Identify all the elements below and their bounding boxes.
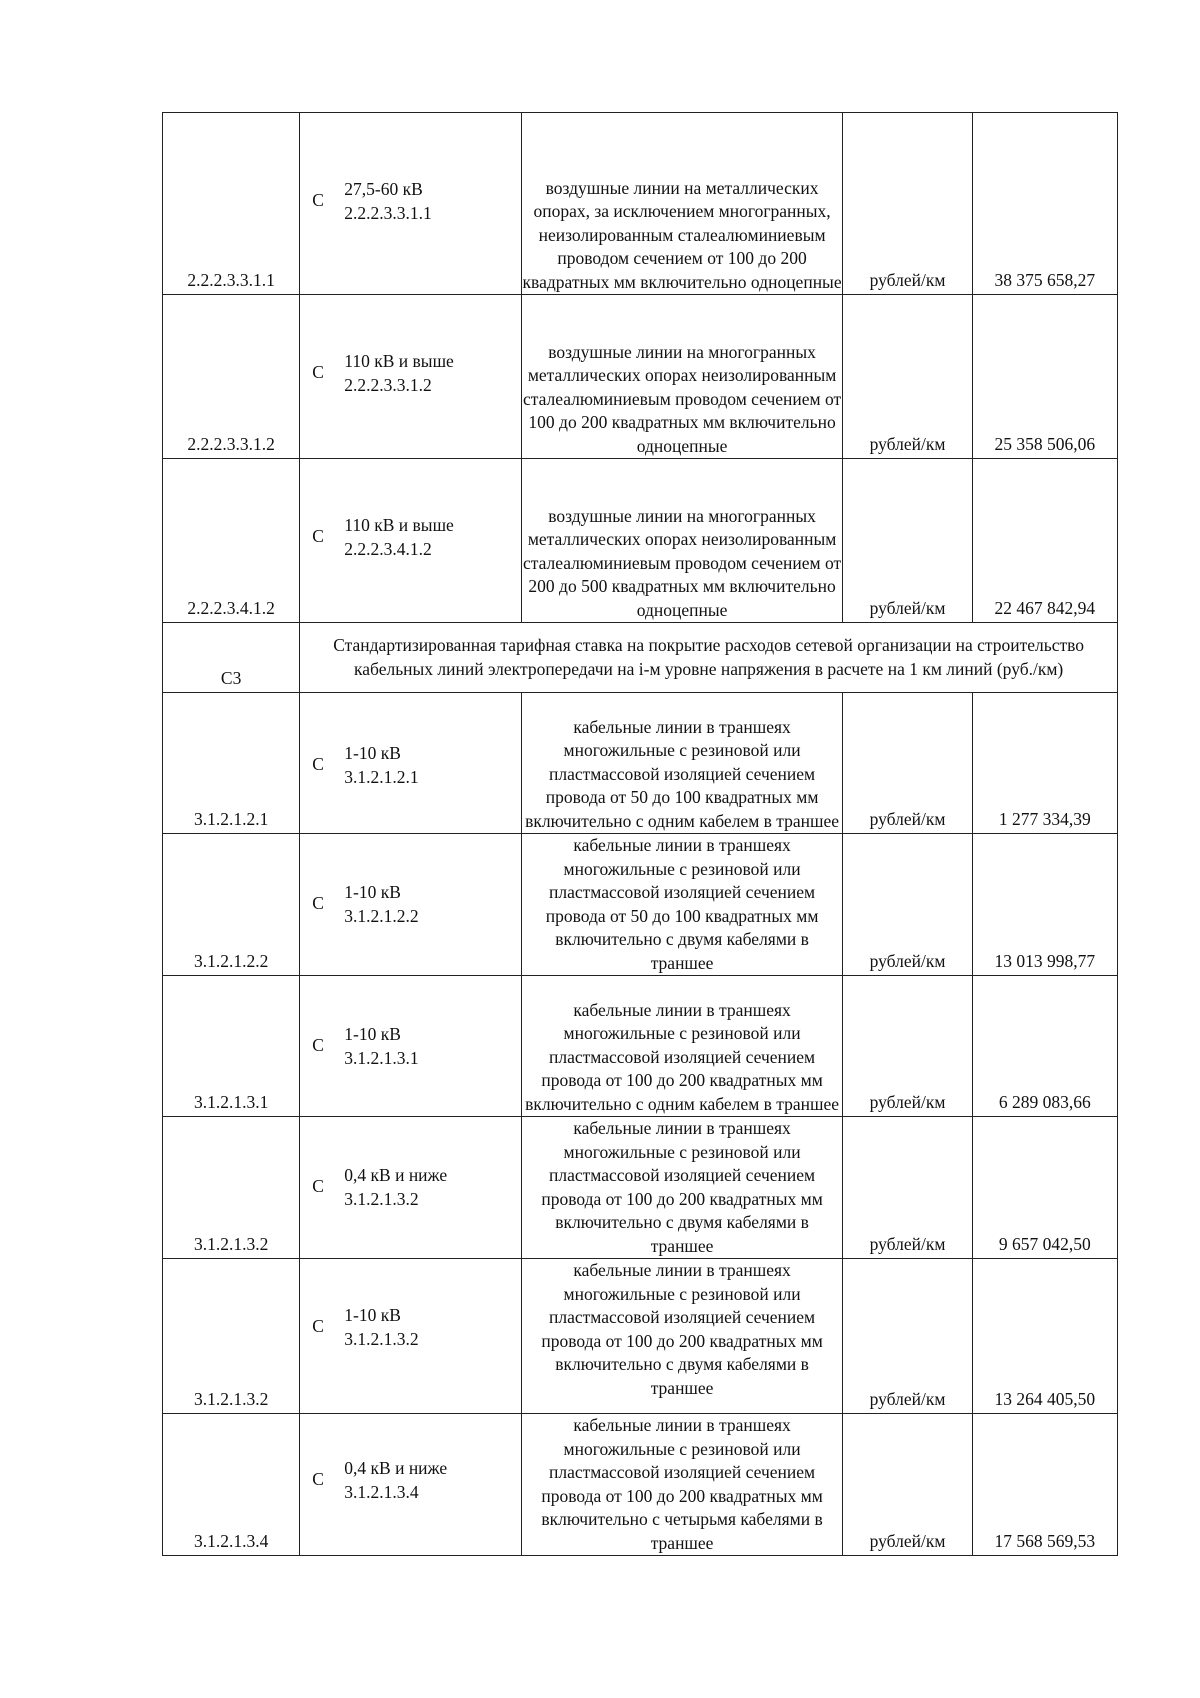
row-unit: рублей/км <box>843 834 972 976</box>
rate-symbol: С <box>312 362 324 382</box>
row-description: кабельные линии в траншеях многожильные с резиновой или пластмассовой изоляцией сечением провода от 50 до 100 квадратных мм включительно с одним кабелем в траншее <box>521 693 843 834</box>
table-row <box>163 834 1118 976</box>
row-value: 17 568 569,53 <box>972 1414 1117 1556</box>
symbol-cell <box>300 113 521 295</box>
rate-subcode: 2.2.2.3.3.1.1 <box>344 203 432 223</box>
voltage-level: 0,4 кВ и ниже <box>344 1458 448 1478</box>
row-unit: рублей/км <box>843 295 972 459</box>
table-row <box>163 295 1118 459</box>
row-description: воздушные линии на многогранных металлических опорах неизолированным сталеалюминиевым проводом сечением от 100 до 200 квадратных мм включительно одноцепные <box>521 295 843 459</box>
table-row <box>163 1414 1118 1556</box>
voltage-level: 110 кВ и выше <box>344 515 454 535</box>
row-description: кабельные линии в траншеях многожильные с резиновой или пластмассовой изоляцией сечением провода от 100 до 200 квадратных мм включительно с двумя кабелями в траншее <box>521 1259 843 1414</box>
voltage-level: 1-10 кВ <box>344 1305 401 1325</box>
row-description: кабельные линии в траншеях многожильные с резиновой или пластмассовой изоляцией сечением провода от 100 до 200 квадратных мм включительно с четырьмя кабелями в траншее <box>521 1414 843 1556</box>
rate-symbol: С <box>312 754 324 774</box>
row-description: кабельные линии в траншеях многожильные с резиновой или пластмассовой изоляцией сечением провода от 100 до 200 квадратных мм включительно с одним кабелем в траншее <box>521 976 843 1117</box>
table-row <box>163 1117 1118 1259</box>
row-unit: рублей/км <box>843 693 972 834</box>
row-unit: рублей/км <box>843 113 972 295</box>
rate-symbol: С <box>312 1176 324 1196</box>
row-code: 2.2.2.3.3.1.1 <box>163 113 300 295</box>
row-description: воздушные линии на металлических опорах, за исключением многогранных, неизолированным сталеалюминиевым проводом сечением от 100 до 200 квадратных мм включительно одноцепные <box>521 113 843 295</box>
row-value: 13 013 998,77 <box>972 834 1117 976</box>
row-value: 9 657 042,50 <box>972 1117 1117 1259</box>
tariff-table-body <box>163 113 1118 1556</box>
voltage-level: 1-10 кВ <box>344 1024 401 1044</box>
symbol-cell <box>300 834 521 976</box>
symbol-cell <box>300 1259 521 1414</box>
rate-symbol: С <box>312 526 324 546</box>
voltage-level: 27,5-60 кВ <box>344 179 423 199</box>
row-unit: рублей/км <box>843 976 972 1117</box>
voltage-level: 1-10 кВ <box>344 882 401 902</box>
row-code: 3.1.2.1.3.4 <box>163 1414 300 1556</box>
section-code: С3 <box>163 623 300 693</box>
row-value: 38 375 658,27 <box>972 113 1117 295</box>
symbol-cell <box>300 693 521 834</box>
row-code: 3.1.2.1.2.2 <box>163 834 300 976</box>
table-row <box>163 693 1118 834</box>
tariff-table <box>162 112 1118 1556</box>
rate-symbol: С <box>312 1035 324 1055</box>
rate-symbol: С <box>312 893 324 913</box>
row-code: 3.1.2.1.3.2 <box>163 1259 300 1414</box>
voltage-level: 1-10 кВ <box>344 743 401 763</box>
row-code: 3.1.2.1.3.2 <box>163 1117 300 1259</box>
row-code: 2.2.2.3.4.1.2 <box>163 459 300 623</box>
row-value: 13 264 405,50 <box>972 1259 1117 1414</box>
rate-subcode: 2.2.2.3.4.1.2 <box>344 539 432 559</box>
section-row <box>163 623 1118 693</box>
rate-subcode: 3.1.2.1.2.2 <box>344 906 419 926</box>
rate-symbol: С <box>312 190 324 210</box>
voltage-level: 0,4 кВ и ниже <box>344 1165 448 1185</box>
table-row <box>163 113 1118 295</box>
row-code: 3.1.2.1.2.1 <box>163 693 300 834</box>
symbol-cell <box>300 1117 521 1259</box>
symbol-cell <box>300 976 521 1117</box>
row-unit: рублей/км <box>843 1259 972 1414</box>
row-code: 2.2.2.3.3.1.2 <box>163 295 300 459</box>
rate-subcode: 2.2.2.3.3.1.2 <box>344 375 432 395</box>
row-value: 25 358 506,06 <box>972 295 1117 459</box>
row-code: 3.1.2.1.3.1 <box>163 976 300 1117</box>
voltage-level: 110 кВ и выше <box>344 351 454 371</box>
rate-symbol: С <box>312 1469 324 1489</box>
row-unit: рублей/км <box>843 1117 972 1259</box>
row-value: 22 467 842,94 <box>972 459 1117 623</box>
row-value: 6 289 083,66 <box>972 976 1117 1117</box>
table-row <box>163 976 1118 1117</box>
section-title: Стандартизированная тарифная ставка на покрытие расходов сетевой организации на строительство кабельных линий электропередачи на i-м уровне напряжения в расчете на 1 км линий (руб./км) <box>300 623 1118 693</box>
symbol-cell <box>300 295 521 459</box>
row-value: 1 277 334,39 <box>972 693 1117 834</box>
row-unit: рублей/км <box>843 459 972 623</box>
rate-subcode: 3.1.2.1.3.1 <box>344 1048 419 1068</box>
row-description: кабельные линии в траншеях многожильные с резиновой или пластмассовой изоляцией сечением провода от 100 до 200 квадратных мм включительно с двумя кабелями в траншее <box>521 1117 843 1259</box>
table-row <box>163 1259 1118 1414</box>
symbol-cell <box>300 1414 521 1556</box>
table-row <box>163 459 1118 623</box>
rate-subcode: 3.1.2.1.2.1 <box>344 767 419 787</box>
row-description: воздушные линии на многогранных металлических опорах неизолированным сталеалюминиевым проводом сечением от 200 до 500 квадратных мм включительно одноцепные <box>521 459 843 623</box>
rate-subcode: 3.1.2.1.3.2 <box>344 1329 419 1349</box>
rate-subcode: 3.1.2.1.3.4 <box>344 1482 419 1502</box>
symbol-cell <box>300 459 521 623</box>
row-unit: рублей/км <box>843 1414 972 1556</box>
rate-symbol: С <box>312 1316 324 1336</box>
row-description: кабельные линии в траншеях многожильные с резиновой или пластмассовой изоляцией сечением провода от 50 до 100 квадратных мм включительно с двумя кабелями в траншее <box>521 834 843 976</box>
rate-subcode: 3.1.2.1.3.2 <box>344 1189 419 1209</box>
